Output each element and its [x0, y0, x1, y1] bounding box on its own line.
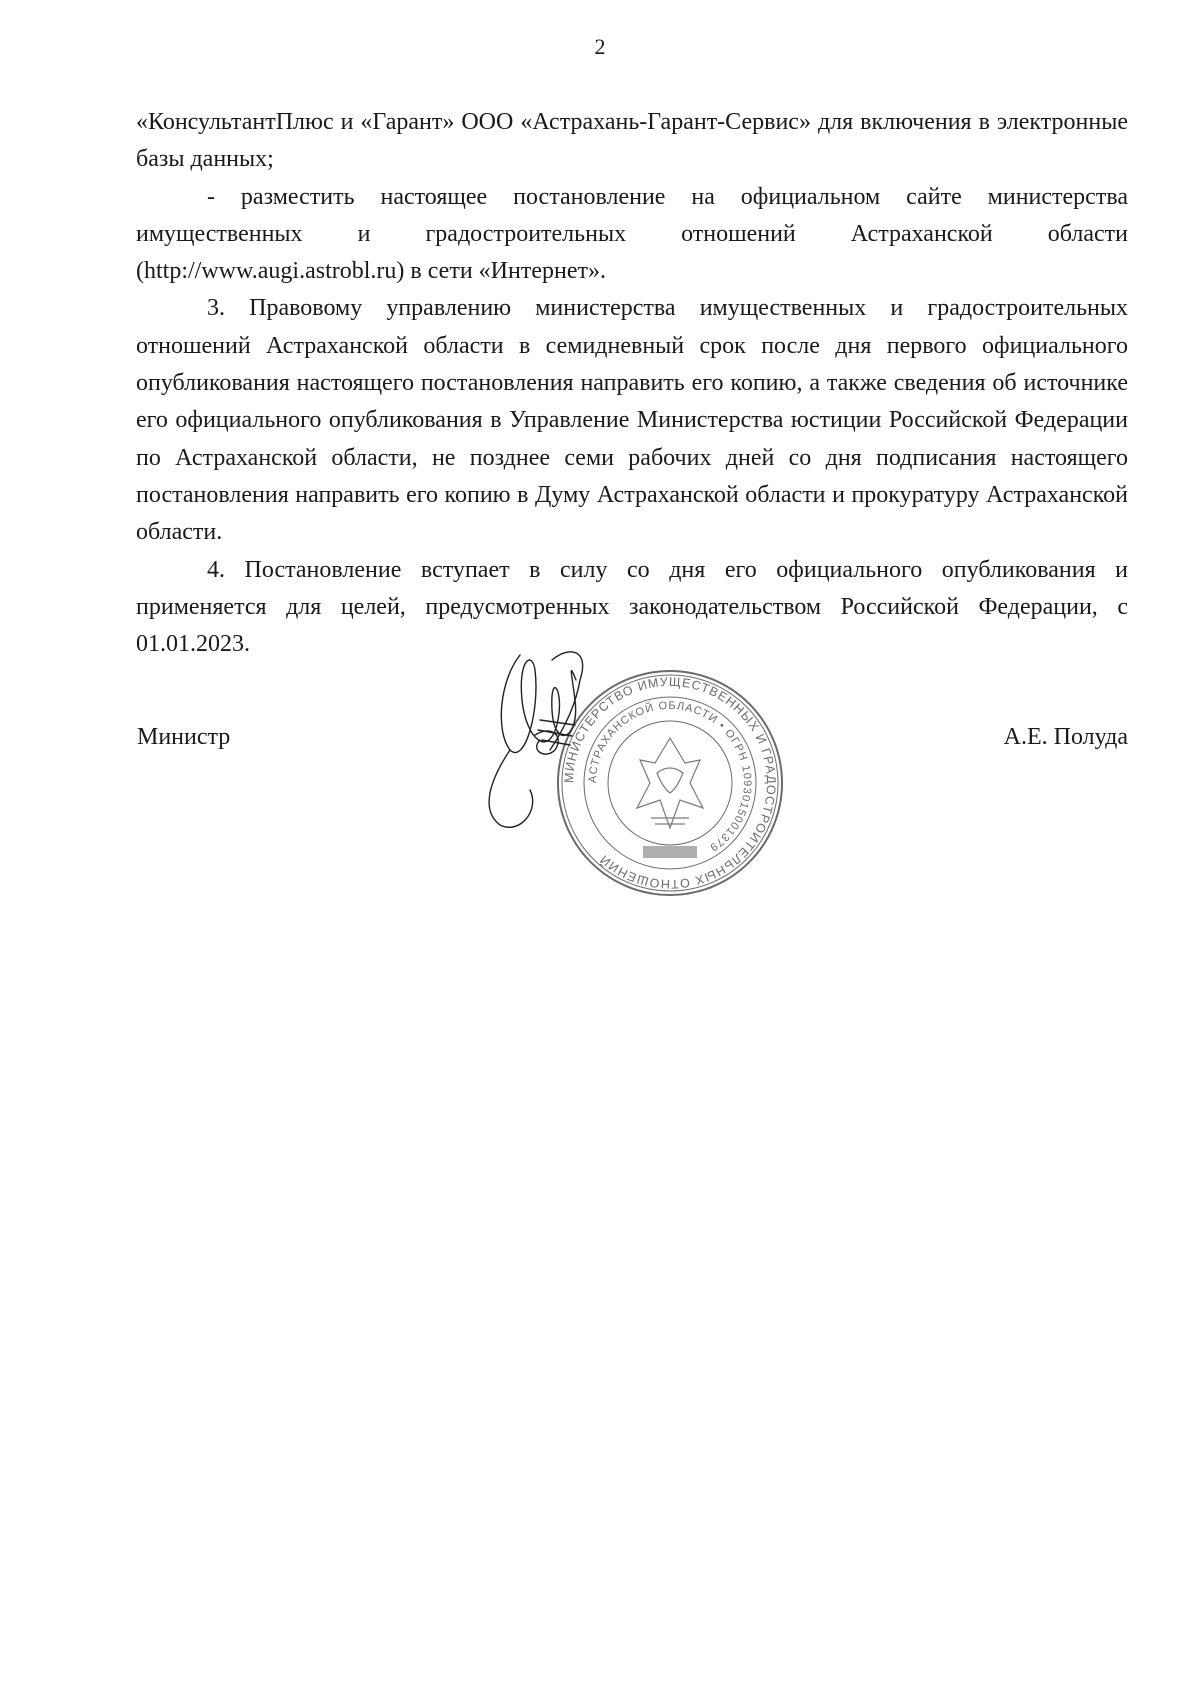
page-number: 2	[594, 34, 606, 59]
seal-outer-text: МИНИСТЕРСТВО ИМУЩЕСТВЕННЫХ И ГРАДОСТРОИТЕЛЬНЫХ ОТНОШЕНИЙ	[561, 674, 779, 892]
paragraph: 3. Правовому управлению министерства имущественных и градостроительных отношений Астраханской области в семидневный срок после дня первого официального опубликования настоящего постановления направить его копию, а также сведения об источнике его официального опубликования в Управление Министерства юстиции Российской Федерации по Астраханской области, не позднее семи рабочих дней со дня подписания настоящего постановления направить его копию в Думу Астраханской области и прокуратуру Астраханской области.	[136, 295, 1128, 546]
seal-inner-text: АСТРАХАНСКОЙ ОБЛАСТИ • ОГРН 1093015001379	[586, 699, 754, 854]
paragraph: «КонсультантПлюс и «Гарант» ООО «Астрахань-Гарант-Сервис» для включения в электронные базы данных;	[136, 109, 1128, 173]
handwritten-signature	[480, 640, 630, 840]
paragraph: 4. Постановление вступает в силу со дня его официального опубликования и применяется для целей, предусмотренных законодательством Российской Федерации, с 01.01.2023.	[136, 556, 1128, 658]
document-body	[136, 104, 1128, 663]
paragraph: - разместить настоящее постановление на официальном сайте министерства имущественных и градостроительных отношений Астраханской области (http://www.augi.astrobl.ru) в сети «Интернет».	[136, 183, 1128, 285]
signatory-name: А.Е. Полуда	[1003, 724, 1128, 750]
seal-emblem	[637, 738, 703, 828]
signatory-title: Министр	[137, 724, 231, 750]
seal-stamp-mark	[643, 846, 697, 858]
